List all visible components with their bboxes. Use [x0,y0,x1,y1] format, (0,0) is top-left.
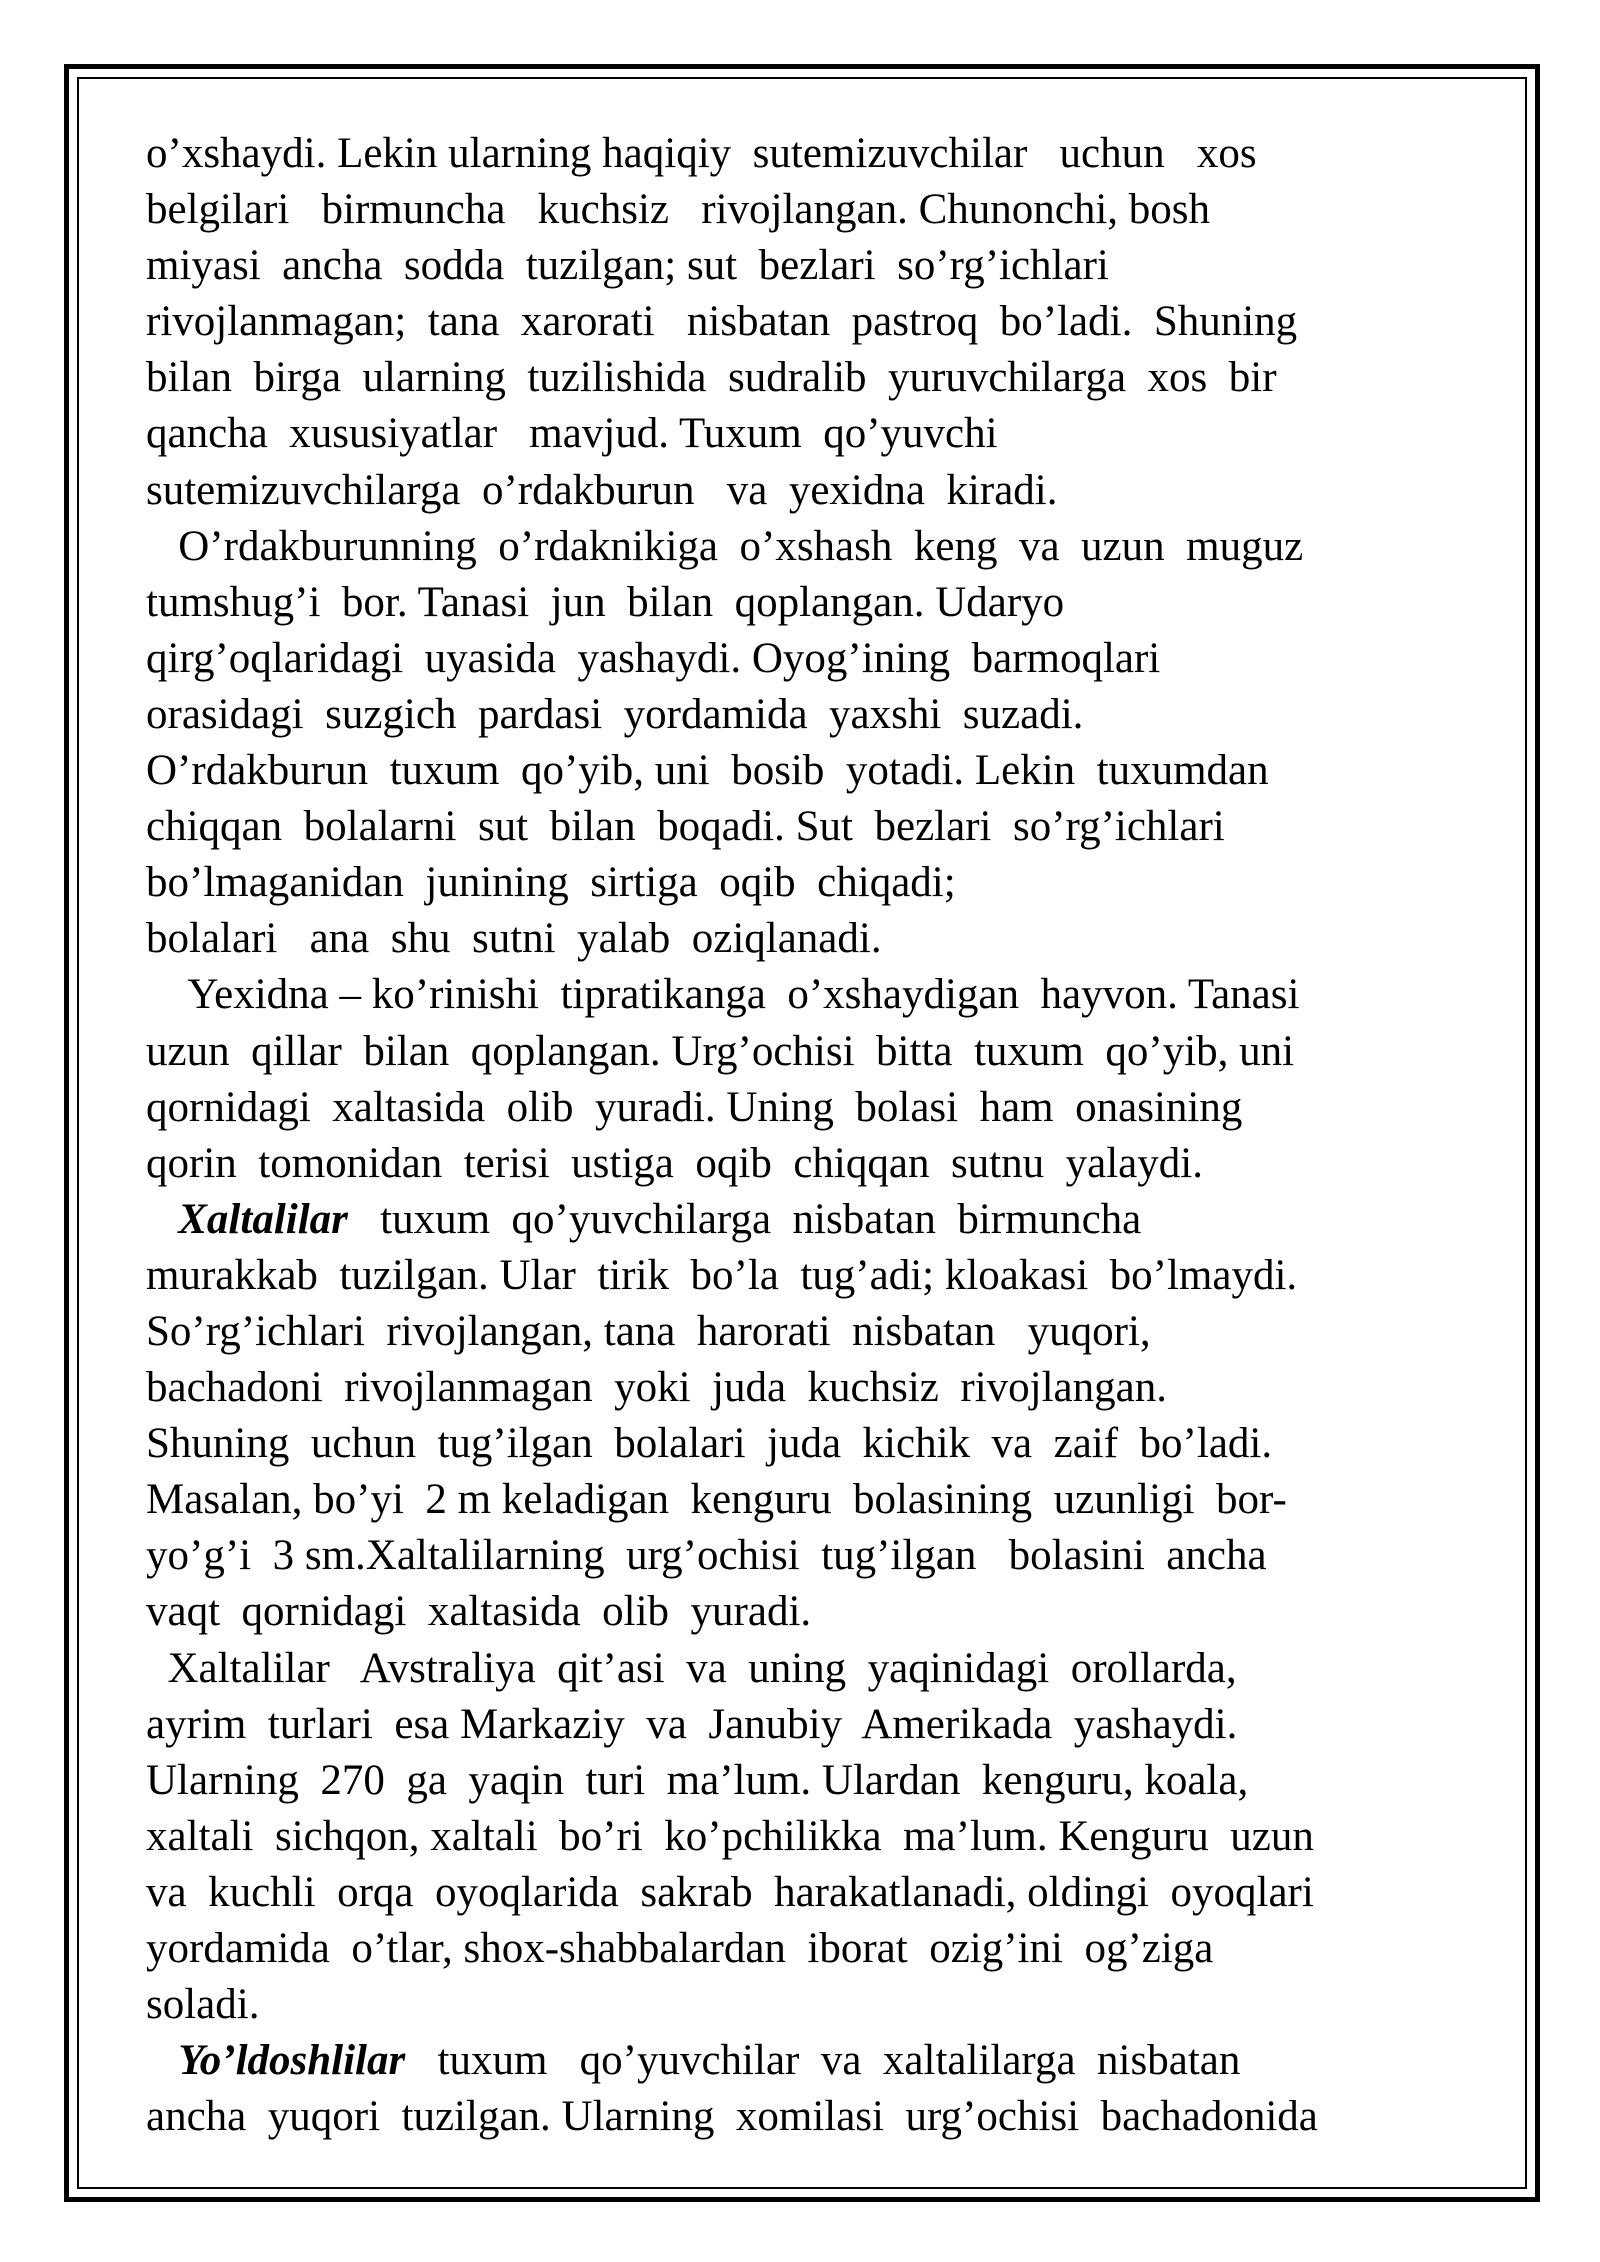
text-line [146,1641,1486,1697]
text-line [146,743,1486,799]
text-run: Shuning uchun tug’ilgan bolalari juda kichik va zaif bo’ladi. [146,1420,1273,1468]
text-run: qornidagi xaltasida olib yuradi. Uning bolasi ham onasining [146,1083,1243,1131]
text-line [146,2033,1486,2089]
text-run: tuxum qo’yuvchilarga nisbatan birmuncha [347,1195,1142,1243]
text-line [146,631,1486,687]
text-line [146,238,1486,294]
text-run: bilan birga ularning tuzilishida sudralib yuruvchilarga xos bir [146,354,1277,402]
text-run: orasidagi suzgich pardasi yordamida yaxshi suzadi. [146,690,1084,738]
text-run: Ularning 270 ga yaqin turi ma’lum. Ulardan kenguru, koala, [146,1756,1249,1804]
text-run: bo’lmaganidan junining sirtiga oqib chiqadi; [146,859,956,907]
text-line [146,1360,1486,1416]
text-run: yordamida o’tlar, shox-shabbalardan iborat ozig’ini og’ziga [146,1925,1214,1972]
text-line [146,1472,1486,1528]
text-run: Yexidna – ko’rinishi tipratikanga o’xshaydigan hayvon. Tanasi [146,971,1300,1019]
text-line [146,855,1486,911]
text-line [146,1977,1486,2033]
text-run: tuxum qo’yuvchilar va xaltalilarga nisbatan [405,2037,1241,2085]
text-line [146,575,1486,631]
text-run: o’xshaydi. Lekin ularning haqiqiy sutemizuvchilar uchun xos [146,130,1257,177]
emphasized-term: Yo’ldoshlilar [178,2037,406,2085]
text-run: ancha yuqori tuzilgan. Ularning xomilasi urg’ochisi bachadonida [146,2093,1318,2141]
text-line [146,1809,1486,1865]
text-run: qancha xususiyatlar mavjud. Tuxum qo’yuvchi [146,410,998,458]
document-body [146,126,1486,2145]
text-line [146,1528,1486,1584]
text-line [146,294,1486,350]
emphasized-term: Xaltalilar [178,1195,348,1243]
text-run: ayrim turlari esa Markaziy va Janubiy Amerikada yashaydi. [146,1700,1238,1748]
text-line [146,1921,1486,1977]
text-run: vaqt qornidagi xaltasida olib yuradi. [146,1588,812,1636]
text-run: murakkab tuzilgan. Ular tirik bo’la tug’adi; kloakasi bo’lmaydi. [146,1251,1298,1299]
text-run: bachadoni rivojlanmagan yoki juda kuchsiz rivojlangan. [146,1364,1167,1412]
text-line [146,2089,1486,2145]
text-line [146,1192,1486,1248]
text-line [146,967,1486,1023]
text-run [146,2037,178,2084]
text-line [146,126,1486,182]
text-run: uzun qillar bilan qoplangan. Urg’ochisi bitta tuxum qo’yib, uni [146,1027,1295,1075]
text-line [146,1024,1486,1080]
text-run: chiqqan bolalarni sut bilan boqadi. Sut bezlari so’rg’ichlari [146,803,1225,851]
text-run: rivojlanmagan; tana xarorati nisbatan pastroq bo’ladi. Shuning [146,298,1298,346]
text-line [146,406,1486,462]
text-run: miyasi ancha sodda tuzilgan; sut bezlari so’rg’ichlari [146,242,1109,290]
text-run: Masalan, bo’yi 2 m keladigan kenguru bolasining uzunligi bor- [146,1476,1287,1524]
text-line [146,463,1486,519]
text-run: qirg’oqlaridagi uyasida yashaydi. Oyog’ining barmoqlari [146,634,1161,682]
text-line [146,1080,1486,1136]
text-run: tumshug’i bor. Tanasi jun bilan qoplangan. Udaryo [146,578,1065,626]
text-line [146,1416,1486,1472]
text-line [146,1584,1486,1640]
text-line [146,350,1486,406]
text-line [146,1248,1486,1304]
text-run: yo’g’i 3 sm.Xaltalilarning urg’ochisi tug’ilgan bolasini ancha [146,1532,1267,1580]
text-run: sutemizuvchilarga o’rdakburun va yexidna kiradi. [146,466,1058,514]
text-run [146,1196,178,1243]
text-line [146,1136,1486,1192]
text-line [146,182,1486,238]
text-run: xaltali sichqon, xaltali bo’ri ko’pchilikka ma’lum. Kenguru uzun [146,1812,1314,1860]
text-line [146,687,1486,743]
text-line [146,519,1486,575]
text-run: qorin tomonidan terisi ustiga oqib chiqqan sutnu yalaydi. [146,1139,1203,1187]
text-line [146,1753,1486,1809]
text-line [146,799,1486,855]
text-run: O’rdakburun tuxum qo’yib, uni bosib yotadi. Lekin tuxumdan [146,747,1269,795]
text-run: O’rdakburunning o’rdaknikiga o’xshash keng va uzun muguz [146,522,1304,570]
text-run: belgilari birmuncha kuchsiz rivojlangan. Chunonchi, bosh [146,186,1211,234]
text-run: Xaltalilar Avstraliya qit’asi va uning yaqinidagi orollarda, [146,1644,1237,1692]
text-line [146,1304,1486,1360]
text-line [146,1865,1486,1921]
text-run: va kuchli orqa oyoqlarida sakrab harakatlanadi, oldingi oyoqlari [146,1868,1314,1916]
text-line [146,1697,1486,1753]
text-run: bolalari ana shu sutni yalab oziqlanadi. [146,915,882,963]
text-run: So’rg’ichlari rivojlangan, tana harorati nisbatan yuqori, [146,1307,1151,1355]
text-line [146,911,1486,967]
text-run: soladi. [146,1981,260,2029]
